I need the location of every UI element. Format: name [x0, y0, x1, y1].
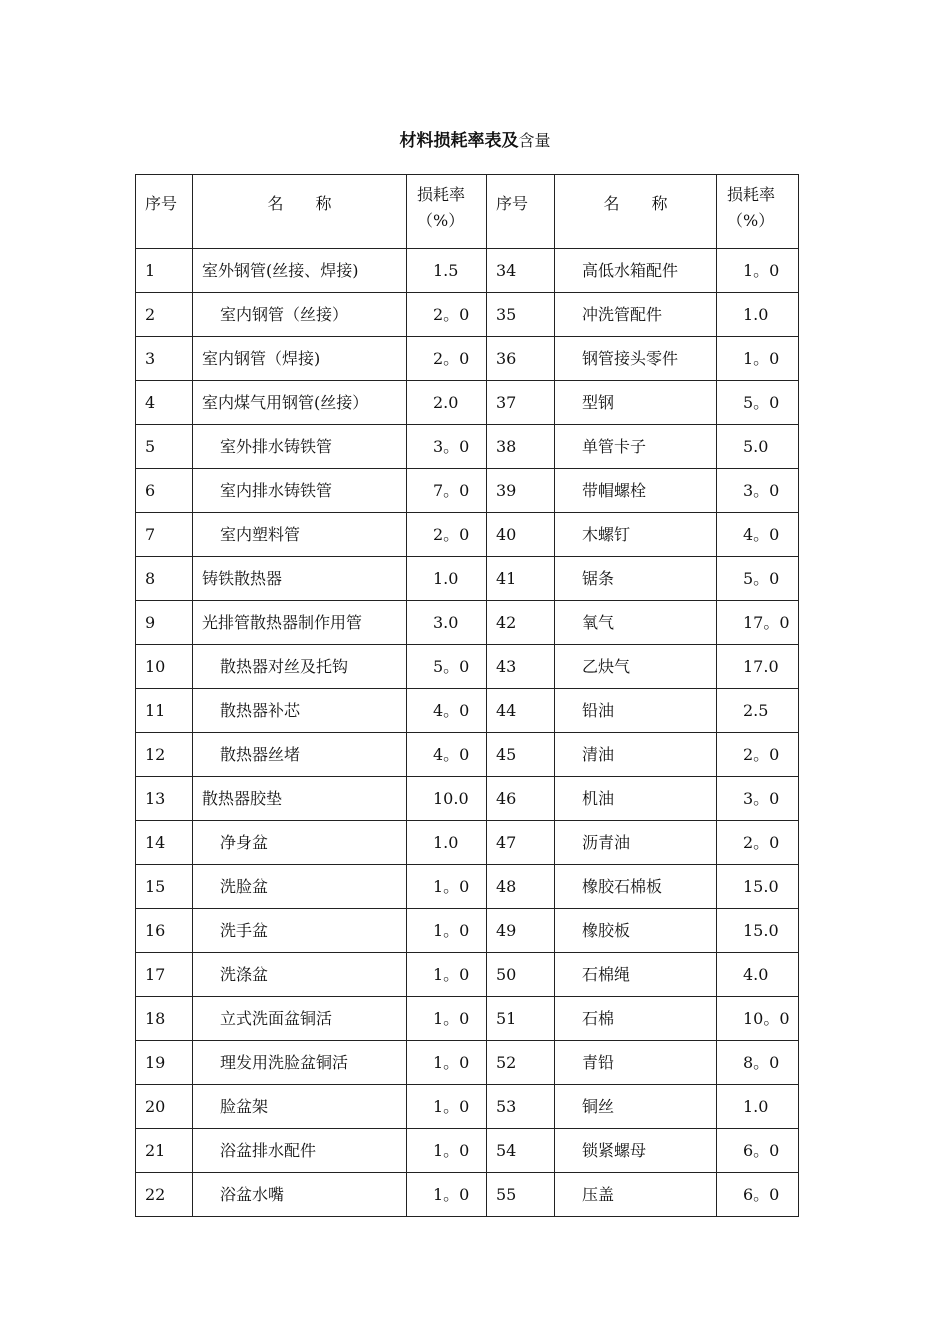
rate-cell: 2。0	[717, 733, 799, 777]
seq-cell: 35	[487, 293, 555, 337]
name-cell: 单管卡子	[555, 425, 717, 469]
rate-cell: 1.0	[717, 1085, 799, 1129]
seq-cell: 8	[136, 557, 193, 601]
seq-cell: 12	[136, 733, 193, 777]
name-cell: 锯条	[555, 557, 717, 601]
seq-cell: 11	[136, 689, 193, 733]
seq-cell: 18	[136, 997, 193, 1041]
name-cell: 橡胶石棉板	[555, 865, 717, 909]
rate-cell: 3。0	[407, 425, 487, 469]
name-cell: 氧气	[555, 601, 717, 645]
name-cell: 室外排水铸铁管	[193, 425, 407, 469]
table-row	[136, 337, 799, 381]
rate-cell: 1。0	[407, 865, 487, 909]
seq-cell: 49	[487, 909, 555, 953]
rate-cell: 4。0	[407, 733, 487, 777]
seq-cell: 52	[487, 1041, 555, 1085]
name-cell: 室内煤气用钢管(丝接）	[193, 381, 407, 425]
seq-cell: 38	[487, 425, 555, 469]
seq-cell: 45	[487, 733, 555, 777]
rate-cell: 1。0	[407, 997, 487, 1041]
rate-cell: 2。0	[407, 513, 487, 557]
table-row	[136, 1085, 799, 1129]
name-cell: 铜丝	[555, 1085, 717, 1129]
seq-cell: 44	[487, 689, 555, 733]
table-row	[136, 645, 799, 689]
table-row	[136, 249, 799, 293]
seq-cell: 1	[136, 249, 193, 293]
seq-cell: 41	[487, 557, 555, 601]
table-row	[136, 425, 799, 469]
name-cell: 青铅	[555, 1041, 717, 1085]
seq-cell: 40	[487, 513, 555, 557]
seq-cell: 48	[487, 865, 555, 909]
name-cell: 型钢	[555, 381, 717, 425]
seq-cell: 16	[136, 909, 193, 953]
table-row	[136, 601, 799, 645]
title-bold: 材料损耗率表及	[399, 131, 519, 151]
seq-cell: 14	[136, 821, 193, 865]
name-cell: 铅油	[555, 689, 717, 733]
rate-cell: 3。0	[717, 777, 799, 821]
name-cell: 室内塑料管	[193, 513, 407, 557]
page-title	[0, 126, 950, 151]
rate-cell: 3.0	[407, 601, 487, 645]
table-row	[136, 733, 799, 777]
rate-cell: 2。0	[407, 293, 487, 337]
seq-cell: 19	[136, 1041, 193, 1085]
table-row	[136, 1041, 799, 1085]
seq-cell: 37	[487, 381, 555, 425]
name-cell: 橡胶板	[555, 909, 717, 953]
rate-cell: 5。0	[407, 645, 487, 689]
rate-cell: 4。0	[407, 689, 487, 733]
seq-cell: 6	[136, 469, 193, 513]
rate-cell: 1.5	[407, 249, 487, 293]
name-cell: 浴盆水嘴	[193, 1173, 407, 1217]
name-cell: 压盖	[555, 1173, 717, 1217]
rate-cell: 10.0	[407, 777, 487, 821]
rate-cell: 2。0	[717, 821, 799, 865]
rate-cell: 5。0	[717, 381, 799, 425]
name-cell: 洗脸盆	[193, 865, 407, 909]
seq-cell: 21	[136, 1129, 193, 1173]
title-normal: 含量	[518, 131, 551, 150]
seq-cell: 42	[487, 601, 555, 645]
seq-cell: 7	[136, 513, 193, 557]
table-row	[136, 821, 799, 865]
name-cell: 浴盆排水配件	[193, 1129, 407, 1173]
seq-cell: 22	[136, 1173, 193, 1217]
seq-cell: 10	[136, 645, 193, 689]
header-seq-right: 序号	[487, 175, 555, 249]
seq-cell: 36	[487, 337, 555, 381]
seq-cell: 55	[487, 1173, 555, 1217]
loss-rate-table	[135, 174, 799, 1217]
rate-cell: 17.0	[717, 645, 799, 689]
rate-cell: 7。0	[407, 469, 487, 513]
seq-cell: 51	[487, 997, 555, 1041]
rate-cell: 1。0	[407, 1129, 487, 1173]
table-row	[136, 689, 799, 733]
header-name-right: 名 称	[555, 175, 717, 249]
rate-cell: 3。0	[717, 469, 799, 513]
rate-cell: 17。0	[717, 601, 799, 645]
rate-cell: 1。0	[407, 1041, 487, 1085]
rate-cell: 1。0	[407, 909, 487, 953]
name-cell: 散热器补芯	[193, 689, 407, 733]
name-cell: 钢管接头零件	[555, 337, 717, 381]
seq-cell: 4	[136, 381, 193, 425]
rate-cell: 6。0	[717, 1129, 799, 1173]
header-rate-left: 损耗率 （%）	[407, 175, 487, 249]
rate-cell: 4。0	[717, 513, 799, 557]
rate-cell: 6。0	[717, 1173, 799, 1217]
name-cell: 木螺钉	[555, 513, 717, 557]
table-row	[136, 557, 799, 601]
name-cell: 带帽螺栓	[555, 469, 717, 513]
seq-cell: 2	[136, 293, 193, 337]
name-cell: 铸铁散热器	[193, 557, 407, 601]
seq-cell: 3	[136, 337, 193, 381]
table-header-row	[136, 175, 799, 249]
table-row	[136, 777, 799, 821]
rate-cell: 1.0	[717, 293, 799, 337]
rate-cell: 1。0	[407, 953, 487, 997]
name-cell: 室内钢管（焊接)	[193, 337, 407, 381]
rate-cell: 2.0	[407, 381, 487, 425]
name-cell: 高低水箱配件	[555, 249, 717, 293]
name-cell: 冲洗管配件	[555, 293, 717, 337]
seq-cell: 46	[487, 777, 555, 821]
header-name-left: 名 称	[193, 175, 407, 249]
table-row	[136, 953, 799, 997]
table-row	[136, 865, 799, 909]
table-row	[136, 1173, 799, 1217]
seq-cell: 39	[487, 469, 555, 513]
name-cell: 净身盆	[193, 821, 407, 865]
rate-cell: 1.0	[407, 557, 487, 601]
name-cell: 石棉	[555, 997, 717, 1041]
rate-cell: 4.0	[717, 953, 799, 997]
name-cell: 洗手盆	[193, 909, 407, 953]
rate-cell: 15.0	[717, 909, 799, 953]
rate-cell: 5.0	[717, 425, 799, 469]
header-seq-left: 序号	[136, 175, 193, 249]
name-cell: 室外钢管(丝接、焊接)	[193, 249, 407, 293]
name-cell: 脸盆架	[193, 1085, 407, 1129]
table-row	[136, 909, 799, 953]
rate-cell: 5。0	[717, 557, 799, 601]
name-cell: 散热器胶垫	[193, 777, 407, 821]
seq-cell: 43	[487, 645, 555, 689]
rate-cell: 8。0	[717, 1041, 799, 1085]
seq-cell: 54	[487, 1129, 555, 1173]
name-cell: 理发用洗脸盆铜活	[193, 1041, 407, 1085]
name-cell: 光排管散热器制作用管	[193, 601, 407, 645]
table-row	[136, 513, 799, 557]
seq-cell: 50	[487, 953, 555, 997]
seq-cell: 53	[487, 1085, 555, 1129]
name-cell: 乙炔气	[555, 645, 717, 689]
rate-cell: 2。0	[407, 337, 487, 381]
seq-cell: 5	[136, 425, 193, 469]
rate-cell: 1。0	[717, 337, 799, 381]
name-cell: 石棉绳	[555, 953, 717, 997]
name-cell: 锁紧螺母	[555, 1129, 717, 1173]
rate-cell: 2.5	[717, 689, 799, 733]
seq-cell: 13	[136, 777, 193, 821]
rate-cell: 15.0	[717, 865, 799, 909]
seq-cell: 20	[136, 1085, 193, 1129]
seq-cell: 15	[136, 865, 193, 909]
seq-cell: 9	[136, 601, 193, 645]
rate-cell: 1.0	[407, 821, 487, 865]
seq-cell: 34	[487, 249, 555, 293]
header-rate-right: 损耗率 （%）	[717, 175, 799, 249]
rate-cell: 1。0	[407, 1085, 487, 1129]
rate-cell: 1。0	[407, 1173, 487, 1217]
name-cell: 沥青油	[555, 821, 717, 865]
table-row	[136, 381, 799, 425]
name-cell: 室内钢管（丝接）	[193, 293, 407, 337]
table-row	[136, 469, 799, 513]
name-cell: 散热器丝堵	[193, 733, 407, 777]
table-row	[136, 1129, 799, 1173]
name-cell: 立式洗面盆铜活	[193, 997, 407, 1041]
name-cell: 洗涤盆	[193, 953, 407, 997]
name-cell: 散热器对丝及托钩	[193, 645, 407, 689]
name-cell: 室内排水铸铁管	[193, 469, 407, 513]
table-row	[136, 997, 799, 1041]
seq-cell: 17	[136, 953, 193, 997]
rate-cell: 10。0	[717, 997, 799, 1041]
name-cell: 机油	[555, 777, 717, 821]
name-cell: 清油	[555, 733, 717, 777]
table-row	[136, 293, 799, 337]
seq-cell: 47	[487, 821, 555, 865]
rate-cell: 1。0	[717, 249, 799, 293]
